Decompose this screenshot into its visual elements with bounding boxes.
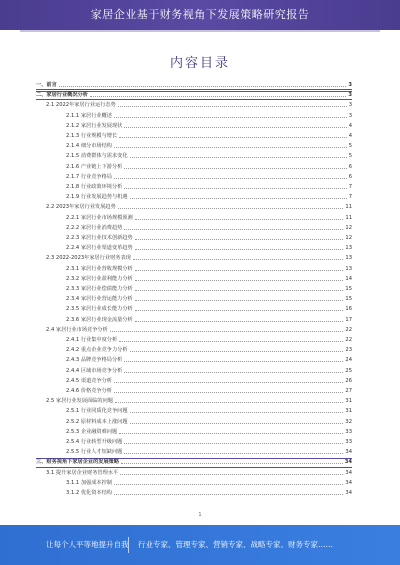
toc-entry-page: 13 xyxy=(345,245,352,252)
toc-entry-page: 11 xyxy=(345,214,352,221)
toc-entry[interactable] xyxy=(36,90,352,98)
toc-entry-page: 31 xyxy=(345,408,352,415)
toc-entry-page: 34 xyxy=(345,490,352,496)
toc-entry-title: 2.2.4 家居行业渠道变革趋势 xyxy=(66,245,133,252)
toc-entry-title: 三、财务视角下家居企业的发展策略 xyxy=(36,459,120,466)
toc-entry[interactable] xyxy=(36,478,352,486)
toc-entry-title: 3.1.2 优化资本结构 xyxy=(66,490,112,496)
footer-divider xyxy=(128,537,129,553)
toc-entry-title: 2.1.2 家居行业发展现状 xyxy=(66,122,123,129)
toc-entry[interactable] xyxy=(36,427,352,435)
toc-entry-page: 7 xyxy=(348,184,352,190)
toc-entry[interactable] xyxy=(36,192,352,200)
toc-leader-dots xyxy=(90,95,346,97)
toc-entry[interactable] xyxy=(36,253,352,261)
toc-leader-dots xyxy=(59,85,347,87)
toc-entry-title: 2.5.3 企业融资难问题 xyxy=(66,428,118,435)
toc-entry[interactable] xyxy=(36,182,352,190)
table-of-contents xyxy=(36,80,352,510)
toc-entry[interactable] xyxy=(36,468,352,476)
toc-entry[interactable] xyxy=(36,396,352,404)
toc-leader-dots xyxy=(118,207,344,209)
toc-entry[interactable] xyxy=(36,100,352,108)
toc-entry-title: 3.1.1 加强成本控制 xyxy=(66,479,112,486)
toc-entry-title: 一、前言 xyxy=(36,82,57,88)
toc-leader-dots xyxy=(130,411,344,413)
toc-entry[interactable] xyxy=(36,294,352,302)
toc-entry-page: 34 xyxy=(345,449,352,456)
toc-entry-title: 2.3.6 家居行业现金流量分析 xyxy=(66,316,133,323)
toc-entry-page: 31 xyxy=(345,398,352,405)
toc-entry-title: 2.5.5 行业人才短缺问题 xyxy=(66,449,123,456)
toc-entry-page: 24 xyxy=(345,357,352,364)
toc-entry-title: 2.4.4 区域市场竞争分析 xyxy=(66,367,123,374)
toc-entry[interactable] xyxy=(36,172,352,180)
toc-entry-title: 2.1.9 行业发展趋势与机遇 xyxy=(66,194,128,201)
toc-entry-title: 2.3.4 家居行业营运能力分析 xyxy=(66,296,133,303)
toc-entry[interactable] xyxy=(36,80,352,88)
toc-leader-dots xyxy=(124,371,343,373)
toc-entry-page: 27 xyxy=(345,388,352,394)
toc-entry-page: 17 xyxy=(345,316,352,323)
toc-leader-dots xyxy=(114,493,343,495)
toc-entry-title: 2.4.1 行业集中度分析 xyxy=(66,337,118,343)
toc-entry-page: 4 xyxy=(348,133,352,139)
toc-entry[interactable] xyxy=(36,366,352,374)
toc-entry[interactable] xyxy=(36,457,352,465)
toc-leader-dots xyxy=(119,136,347,138)
header-divider xyxy=(20,30,380,32)
toc-entry-page: 26 xyxy=(345,377,352,384)
toc-entry-title: 2.2 2023年家居行业发展趋势 xyxy=(46,204,116,211)
toc-entry-page: 34 xyxy=(345,469,352,476)
toc-entry-page: 5 xyxy=(348,153,352,160)
toc-entry[interactable] xyxy=(36,447,352,455)
toc-leader-dots xyxy=(135,320,344,322)
toc-leader-dots xyxy=(135,269,344,271)
toc-title: 内容目录 xyxy=(169,56,230,71)
toc-entry-page: 3 xyxy=(348,102,352,109)
toc-entry[interactable] xyxy=(36,376,352,384)
toc-entry-title: 2.1.7 行业竞争格局 xyxy=(66,173,112,180)
toc-entry-title: 2.3.1 家居行业营收规模分析 xyxy=(66,265,133,272)
toc-leader-dots xyxy=(114,483,343,485)
toc-entry-page: 13 xyxy=(345,265,352,272)
toc-leader-dots xyxy=(135,248,344,250)
toc-leader-dots xyxy=(135,279,344,281)
toc-entry-title: 2.4.3 品牌竞争格局分析 xyxy=(66,357,123,364)
toc-leader-dots xyxy=(130,422,344,424)
toc-leader-dots xyxy=(114,146,347,148)
toc-entry[interactable] xyxy=(36,151,352,159)
toc-leader-dots xyxy=(135,299,344,301)
toc-entry[interactable] xyxy=(36,264,352,272)
toc-entry-title: 2.5.4 行业转型升级问题 xyxy=(66,439,123,445)
toc-entry[interactable] xyxy=(36,437,352,445)
toc-entry-title: 2.3.5 家居行业成长能力分析 xyxy=(66,306,133,313)
toc-entry-title: 2.1.8 行业政策环境分析 xyxy=(66,184,123,190)
toc-entry-page: 16 xyxy=(345,306,352,313)
toc-entry[interactable] xyxy=(36,488,352,496)
toc-leader-dots xyxy=(135,289,344,291)
toc-leader-dots xyxy=(124,452,343,454)
toc-leader-dots xyxy=(124,442,343,444)
toc-entry-page: 33 xyxy=(345,439,352,445)
footer-slogan: 让每个人平等地提升自我 xyxy=(46,540,129,549)
toc-entry-page: 15 xyxy=(345,296,352,303)
toc-leader-dots xyxy=(124,126,346,128)
toc-entry[interactable] xyxy=(36,284,352,292)
toc-entry-title: 2.3.2 家居行业盈利能力分析 xyxy=(66,275,133,282)
header-title: 家居企业基于财务视角下发展策略研究报告 xyxy=(0,0,400,30)
toc-leader-dots xyxy=(135,309,344,311)
toc-entry-title: 3.1 提升家居企业财务管理水平 xyxy=(46,469,119,476)
toc-leader-dots xyxy=(135,238,344,240)
toc-leader-dots xyxy=(124,360,343,362)
toc-entry-page: 22 xyxy=(345,337,352,343)
toc-leader-dots xyxy=(124,228,343,230)
toc-entry[interactable] xyxy=(36,386,352,394)
toc-entry[interactable] xyxy=(36,213,352,221)
toc-leader-dots xyxy=(135,218,344,220)
toc-leader-dots xyxy=(114,177,347,179)
toc-leader-dots xyxy=(130,350,344,352)
toc-entry[interactable] xyxy=(36,233,352,241)
toc-entry-page: 4 xyxy=(348,122,352,129)
toc-entry-title: 2.4 家居行业市场竞争分析 xyxy=(46,326,108,333)
toc-entry-page: 32 xyxy=(345,418,352,425)
toc-entry-page: 33 xyxy=(345,428,352,435)
toc-entry-page: 34 xyxy=(344,459,352,466)
toc-entry-title: 2.1.6 产业链上下游分析 xyxy=(66,163,123,170)
toc-leader-dots xyxy=(124,167,346,169)
toc-entry-title: 二、家居行业概况分析 xyxy=(36,92,88,99)
toc-entry-title: 2.1 2022年家居行业运行态势 xyxy=(46,102,116,109)
toc-entry[interactable] xyxy=(36,202,352,210)
toc-entry-page: 3 xyxy=(348,112,352,119)
toc-leader-dots xyxy=(130,156,347,158)
toc-entry[interactable] xyxy=(36,345,352,353)
toc-entry-title: 2.2.3 家居行业技术创新趋势 xyxy=(66,235,133,241)
page-header xyxy=(0,0,400,30)
toc-leader-dots xyxy=(119,432,343,434)
toc-entry-page: 6 xyxy=(348,173,352,180)
toc-entry-title: 2.4.5 渠道竞争分析 xyxy=(66,377,112,384)
toc-leader-dots xyxy=(121,462,343,464)
toc-entry-page: 22 xyxy=(345,326,352,333)
toc-entry-page: 6 xyxy=(348,163,352,170)
page-footer xyxy=(0,525,400,565)
toc-entry-page: 12 xyxy=(345,235,352,241)
toc-leader-dots xyxy=(118,105,347,107)
toc-entry-title: 2.1.4 细分市场结构 xyxy=(66,143,112,150)
toc-entry-title: 2.3 2022-2023年家居行业财务表现 xyxy=(46,255,131,262)
toc-leader-dots xyxy=(110,330,344,332)
toc-entry[interactable] xyxy=(36,406,352,414)
toc-entry[interactable] xyxy=(36,274,352,282)
toc-leader-dots xyxy=(114,381,343,383)
toc-entry-title: 2.4.2 重点企业竞争力分析 xyxy=(66,347,128,354)
toc-leader-dots xyxy=(124,187,346,189)
toc-entry-title: 2.5 家居行业发展面临的问题 xyxy=(46,398,113,405)
toc-entry-page: 25 xyxy=(345,367,352,374)
toc-entry[interactable] xyxy=(36,111,352,119)
toc-entry-title: 2.3.3 家居行业偿债能力分析 xyxy=(66,286,133,292)
toc-entry-page: 14 xyxy=(345,275,352,282)
toc-entry-page: 7 xyxy=(348,194,352,201)
toc-entry[interactable] xyxy=(36,243,352,251)
toc-leader-dots xyxy=(130,197,347,199)
toc-leader-dots xyxy=(120,473,343,475)
page-number: 1 xyxy=(198,512,202,518)
toc-entry-page: 3 xyxy=(348,92,352,99)
toc-entry[interactable] xyxy=(36,162,352,170)
toc-entry[interactable] xyxy=(36,141,352,149)
toc-entry[interactable] xyxy=(36,121,352,129)
toc-entry-page: 12 xyxy=(345,224,352,231)
toc-leader-dots xyxy=(119,340,343,342)
toc-entry-title: 2.2.1 家居行业市场规模预测 xyxy=(66,214,133,221)
toc-leader-dots xyxy=(115,401,343,403)
toc-entry-page: 3 xyxy=(348,82,352,88)
footer-tagline: 行业专家、管理专家、营销专家、战略专家、财务专家…… xyxy=(138,540,333,549)
toc-entry-page: 34 xyxy=(345,479,352,486)
toc-entry-page: 23 xyxy=(345,347,352,354)
toc-entry[interactable] xyxy=(36,335,352,343)
toc-entry-title: 2.1.1 家居行业概述 xyxy=(66,112,112,119)
toc-leader-dots xyxy=(133,258,344,260)
toc-entry-page: 5 xyxy=(348,143,352,150)
toc-entry-title: 2.2.2 家居行业消费趋势 xyxy=(66,224,123,231)
toc-entry-page: 15 xyxy=(345,286,352,292)
toc-entry-page: 11 xyxy=(345,204,352,211)
toc-entry-title: 2.5.2 原材料成本上涨问题 xyxy=(66,418,128,425)
toc-entry[interactable] xyxy=(36,417,352,425)
toc-entry[interactable] xyxy=(36,355,352,363)
toc-entry[interactable] xyxy=(36,223,352,231)
toc-entry[interactable] xyxy=(36,325,352,333)
toc-entry[interactable] xyxy=(36,131,352,139)
toc-entry-title: 2.5.1 行业同质化竞争问题 xyxy=(66,408,128,415)
toc-leader-dots xyxy=(114,116,347,118)
toc-entry-title: 2.1.5 消费群体与需求变化 xyxy=(66,153,128,160)
toc-leader-dots xyxy=(114,391,343,393)
toc-entry[interactable] xyxy=(36,304,352,312)
toc-entry-title: 2.4.6 价格竞争分析 xyxy=(66,388,112,394)
toc-entry-title: 2.1.3 行业规模与增长 xyxy=(66,133,118,139)
toc-entry[interactable] xyxy=(36,315,352,323)
toc-entry-page: 13 xyxy=(345,255,352,262)
